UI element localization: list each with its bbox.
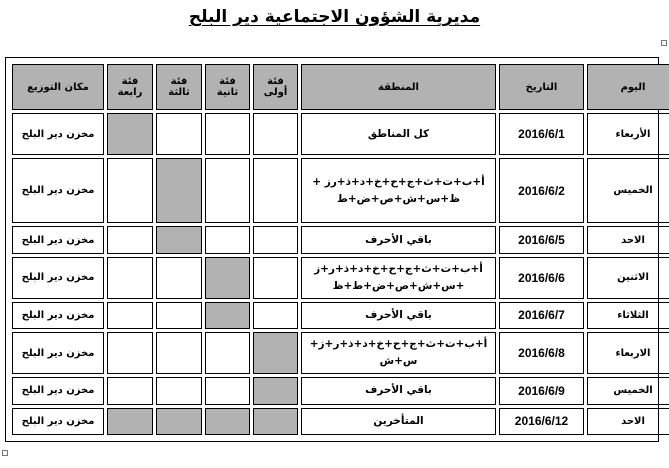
table-row — [12, 408, 669, 435]
cell-day: الاحد — [587, 408, 669, 435]
cell-cat4 — [107, 377, 153, 404]
table-row — [12, 226, 669, 253]
cell-cat1 — [253, 302, 298, 329]
header-cat2: فئة ثانية — [205, 64, 250, 110]
cell-cat2 — [205, 408, 250, 435]
table-row — [12, 332, 669, 374]
table-row — [12, 113, 669, 155]
cell-cat2 — [205, 377, 250, 404]
cell-date: 2016/6/12 — [499, 408, 584, 435]
cell-cat4 — [107, 158, 153, 223]
header-day: اليوم — [587, 64, 669, 110]
table-move-handle[interactable] — [661, 40, 667, 46]
cell-cat4 — [107, 332, 153, 374]
cell-place: مخزن دير البلح — [12, 302, 104, 329]
header-row — [12, 64, 669, 110]
cell-cat4 — [107, 257, 153, 299]
cell-day: الاثنين — [587, 257, 669, 299]
cell-day: الخميس — [587, 158, 669, 223]
cell-region: المتأخرين — [301, 408, 496, 435]
cell-cat2 — [205, 302, 250, 329]
cell-date: 2016/6/2 — [499, 158, 584, 223]
schedule-table — [9, 61, 669, 438]
cell-date: 2016/6/6 — [499, 257, 584, 299]
document-title-text: مديرية الشؤون الاجتماعية دير البلح — [188, 7, 481, 27]
cell-cat1 — [253, 377, 298, 404]
cell-place: مخزن دير البلح — [12, 377, 104, 404]
cell-cat1 — [253, 158, 298, 223]
cell-cat2 — [205, 226, 250, 253]
cell-cat1 — [253, 226, 298, 253]
cell-cat3 — [156, 226, 202, 253]
cell-cat3 — [156, 408, 202, 435]
cell-cat4 — [107, 408, 153, 435]
cell-cat1 — [253, 257, 298, 299]
header-region: المنطقة — [301, 64, 496, 110]
cell-cat2 — [205, 257, 250, 299]
cell-date: 2016/6/9 — [499, 377, 584, 404]
cell-region: باقي الأحرف — [301, 302, 496, 329]
cell-region: باقي الأحرف — [301, 377, 496, 404]
cell-place: مخزن دير البلح — [12, 332, 104, 374]
cell-place: مخزن دير البلح — [12, 408, 104, 435]
header-cat1: فئة أولى — [253, 64, 298, 110]
cell-place: مخزن دير البلح — [12, 158, 104, 223]
cell-place: مخزن دير البلح — [12, 113, 104, 155]
cell-cat1 — [253, 408, 298, 435]
cell-place: مخزن دير البلح — [12, 226, 104, 253]
cell-day: الأربعاء — [587, 113, 669, 155]
cell-date: 2016/6/1 — [499, 113, 584, 155]
cell-cat4 — [107, 302, 153, 329]
cell-region: أ+ب+ت+ث+ج+ح+خ+د+ذ+ر+ز+ س+ش — [301, 332, 496, 374]
table-body — [12, 113, 669, 435]
header-cat4: فئة رابعة — [107, 64, 153, 110]
cell-cat4 — [107, 226, 153, 253]
cell-cat2 — [205, 332, 250, 374]
cell-cat4 — [107, 113, 153, 155]
table-row — [12, 158, 669, 223]
cell-day: الثلاثاء — [587, 302, 669, 329]
table-row — [12, 257, 669, 299]
header-place: مكان التوزيع — [12, 64, 104, 110]
cell-cat3 — [156, 302, 202, 329]
cell-date: 2016/6/8 — [499, 332, 584, 374]
cell-date: 2016/6/7 — [499, 302, 584, 329]
cell-day: الاربعاء — [587, 332, 669, 374]
cell-cat3 — [156, 332, 202, 374]
cell-cat1 — [253, 332, 298, 374]
cell-cat2 — [205, 158, 250, 223]
cell-place: مخزن دير البلح — [12, 257, 104, 299]
cell-cat1 — [253, 113, 298, 155]
cell-cat3 — [156, 257, 202, 299]
cell-region: باقي الأحرف — [301, 226, 496, 253]
table-row — [12, 377, 669, 404]
paragraph-anchor-mark — [2, 450, 8, 456]
cell-cat2 — [205, 113, 250, 155]
cell-day: الخميس — [587, 377, 669, 404]
schedule-table-frame — [5, 57, 659, 442]
header-date: التاريخ — [499, 64, 584, 110]
cell-date: 2016/6/5 — [499, 226, 584, 253]
cell-cat3 — [156, 377, 202, 404]
cell-region: أ+ب+ت+ث+ج+ح+خ+د+ذ+ر+ز +س+ش+ص+ض+ط+ظ — [301, 257, 496, 299]
cell-cat3 — [156, 113, 202, 155]
cell-cat3 — [156, 158, 202, 223]
table-row — [12, 302, 669, 329]
cell-day: الاحد — [587, 226, 669, 253]
document-title — [0, 4, 669, 30]
cell-region: كل المناطق — [301, 113, 496, 155]
cell-region: أ+ب+ت+ث+ج+ح+خ+د+ذ+رز + ظ+س+ش+ص+ض+ط — [301, 158, 496, 223]
header-cat3: فئة ثالثة — [156, 64, 202, 110]
